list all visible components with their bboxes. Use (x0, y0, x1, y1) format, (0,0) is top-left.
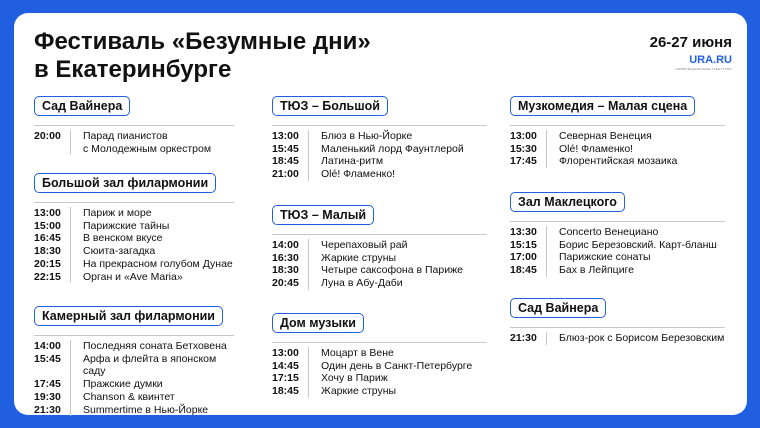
event-row (272, 130, 487, 143)
event-title: Блюз-рок с Борисом Березовским (546, 332, 724, 345)
event-title: Olé! Фламенко! (546, 143, 633, 156)
venue-block (34, 306, 234, 416)
venue-name: Зал Маклецкого (510, 192, 625, 212)
event-row (272, 252, 487, 265)
divider (510, 125, 725, 126)
event-time: 15:30 (510, 142, 537, 155)
logo-tagline: ИНФОРМАЦИОННОЕ АГЕНТСТВО (675, 67, 732, 71)
event-title: Орган и «Ave Maria» (70, 271, 183, 284)
event-row (510, 264, 725, 277)
divider (272, 342, 487, 343)
event-title: Флорентийская мозаика (546, 155, 677, 168)
event-time: 16:45 (34, 232, 61, 245)
event-title: Хочу в Париж (308, 372, 388, 385)
event-time: 16:30 (272, 251, 299, 264)
event-time: 13:00 (34, 207, 61, 219)
event-time: 14:45 (272, 359, 299, 372)
event-row (272, 277, 487, 290)
divider (34, 335, 234, 336)
divider (510, 221, 725, 222)
event-title: Summertime в Нью-Йорке (70, 404, 208, 417)
venue-name: Музкомедия – Малая сцена (510, 96, 695, 116)
event-time: 21:00 (272, 168, 299, 181)
event-row (34, 391, 234, 404)
event-row (272, 385, 487, 398)
event-title: Парад пианистов с Молодежным оркестром (70, 130, 211, 155)
event-time: 22:15 (34, 270, 61, 283)
event-title: Concerto Венециано (546, 226, 658, 239)
event-title: В венском вкусе (70, 232, 162, 245)
event-row (272, 143, 487, 156)
event-time: 15:45 (34, 352, 61, 365)
event-title: Борис Березовский. Карт-бланш (546, 239, 717, 252)
event-row (34, 220, 234, 233)
event-title: Жаркие струны (308, 385, 396, 398)
event-title: Северная Венеция (546, 130, 652, 143)
event-title: Olé! Фламенко! (308, 168, 395, 181)
event-title: Моцарт в Вене (308, 347, 394, 360)
event-time: 15:15 (510, 238, 537, 251)
event-title: Chanson & квинтет (70, 391, 175, 404)
event-time: 18:45 (510, 264, 537, 277)
event-time: 15:00 (34, 219, 61, 232)
event-row (34, 378, 234, 391)
event-time: 19:30 (34, 390, 61, 403)
event-title: Блюз в Нью-Йорке (308, 130, 412, 143)
divider (510, 327, 725, 328)
event-title: Арфа и флейта в японском саду (70, 353, 234, 378)
event-row (510, 251, 725, 264)
event-row (272, 372, 487, 385)
venue-name: Большой зал филармонии (34, 173, 216, 193)
event-row (34, 130, 234, 155)
page-title (34, 28, 494, 84)
event-time: 13:00 (272, 130, 299, 142)
event-row (272, 347, 487, 360)
event-row (510, 239, 725, 252)
event-title: Сюита-загадка (70, 245, 155, 258)
event-time: 14:00 (272, 239, 299, 251)
event-title: Черепаховый рай (308, 239, 407, 252)
venue-block (510, 96, 725, 168)
event-time: 18:30 (34, 245, 61, 258)
festival-date: 26-27 июня (649, 34, 732, 51)
event-time: 20:45 (272, 277, 299, 290)
event-row (34, 271, 234, 284)
venue-name: Камерный зал филармонии (34, 306, 223, 326)
event-time: 17:45 (510, 155, 537, 168)
venue-block (272, 96, 487, 181)
divider (272, 125, 487, 126)
event-title: Жаркие струны (308, 252, 396, 265)
event-title: Четыре саксофона в Париже (308, 264, 463, 277)
event-row (510, 143, 725, 156)
title-line-2: в Екатеринбурге (34, 56, 232, 83)
event-time: 20:15 (34, 257, 61, 270)
title-line-1: Фестиваль «Безумные дни» (34, 28, 371, 55)
event-title: Бах в Лейпциге (546, 264, 634, 277)
event-time: 17:00 (510, 251, 537, 264)
event-title: Парижские сонаты (546, 251, 651, 264)
venue-name: ТЮЗ – Малый (272, 205, 374, 225)
venue-block (510, 298, 725, 345)
event-row (272, 239, 487, 252)
event-title: Последняя соната Бетховена (70, 340, 227, 353)
event-row (272, 360, 487, 373)
event-time: 14:00 (34, 340, 61, 352)
venue-block (272, 313, 487, 398)
event-time: 21:30 (34, 403, 61, 416)
venue-name: ТЮЗ – Большой (272, 96, 388, 116)
event-title: Париж и море (70, 207, 152, 220)
event-time: 17:15 (272, 372, 299, 385)
event-time: 13:30 (510, 226, 537, 238)
event-time: 18:30 (272, 264, 299, 277)
venue-name: Дом музыки (272, 313, 364, 333)
venue-block (34, 96, 234, 155)
event-time: 21:30 (510, 332, 537, 344)
divider (272, 234, 487, 235)
event-row (34, 258, 234, 271)
event-title: Маленький лорд Фаунтлерой (308, 143, 464, 156)
event-title: Латина-ритм (308, 155, 383, 168)
divider (34, 125, 234, 126)
event-row (34, 245, 234, 258)
event-title: Пражские думки (70, 378, 163, 391)
venue-block (272, 205, 487, 290)
logo-text: URA.RU (689, 54, 732, 66)
event-row (510, 332, 725, 345)
event-row (34, 232, 234, 245)
venue-block (34, 173, 234, 283)
event-row (510, 155, 725, 168)
event-time: 20:00 (34, 130, 61, 142)
event-title: Парижские тайны (70, 220, 169, 233)
event-time: 18:45 (272, 385, 299, 398)
event-row (34, 207, 234, 220)
event-row (272, 155, 487, 168)
event-row (272, 168, 487, 181)
event-title: Один день в Санкт-Петербурге (308, 360, 472, 373)
event-row (510, 226, 725, 239)
venue-name: Сад Вайнера (510, 298, 606, 318)
event-row (34, 340, 234, 353)
event-row (34, 353, 234, 378)
event-title: На прекрасном голубом Дунае (70, 258, 233, 271)
event-time: 13:00 (272, 347, 299, 359)
event-time: 17:45 (34, 378, 61, 391)
ura-logo (675, 54, 732, 71)
event-time: 15:45 (272, 142, 299, 155)
event-row (34, 404, 234, 417)
divider (34, 202, 234, 203)
event-title: Луна в Абу-Даби (308, 277, 403, 290)
venue-block (510, 192, 725, 277)
venue-name: Сад Вайнера (34, 96, 130, 116)
event-time: 18:45 (272, 155, 299, 168)
event-time: 13:00 (510, 130, 537, 142)
event-row (272, 264, 487, 277)
event-row (510, 130, 725, 143)
